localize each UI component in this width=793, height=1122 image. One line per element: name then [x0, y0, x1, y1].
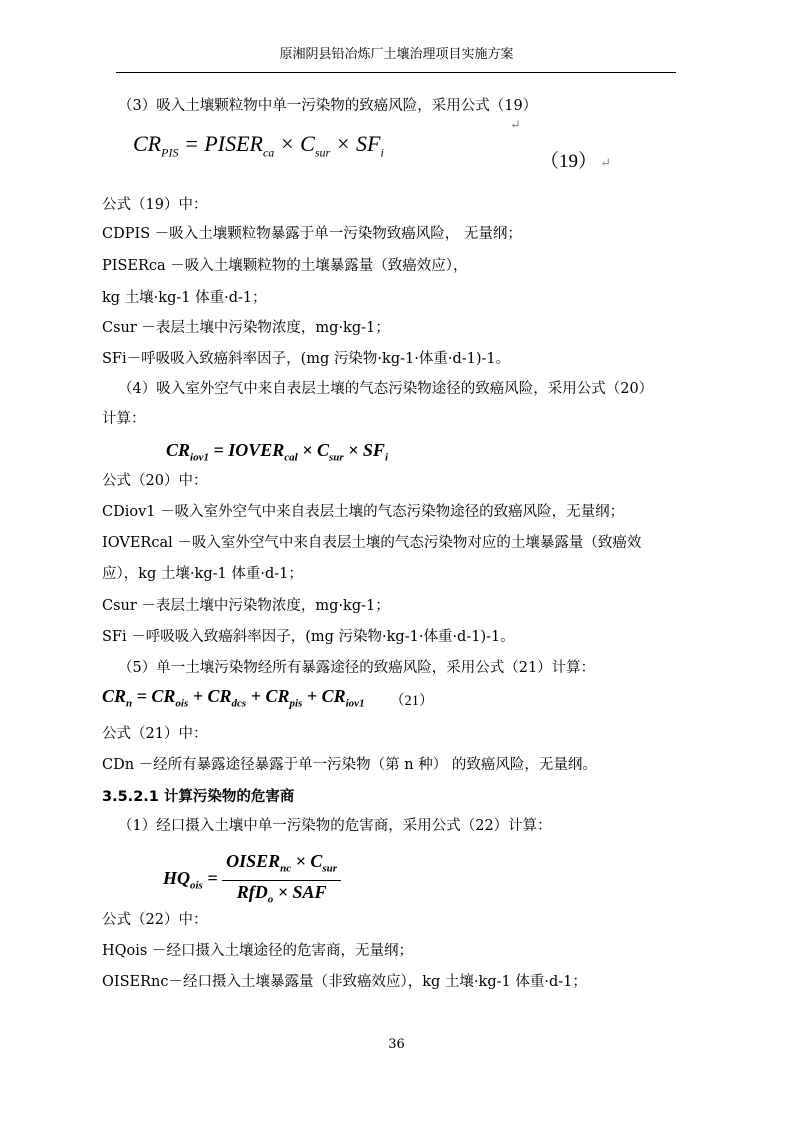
section-heading: 3.5.2.1 计算污染物的危害商: [102, 789, 295, 805]
eq-number-19: （19） ↵: [540, 151, 612, 172]
def-hqois: HQois －经口摄入土壤途径的危害商，无量纲；: [102, 943, 413, 959]
item1-intro: （1）经口摄入土壤中单一污染物的危害商，采用公式（22）计算：: [118, 818, 552, 834]
def-cdn: CDn －经所有暴露途径暴露于单一污染物（第 n 种） 的致癌风险，无量纲。: [102, 757, 597, 773]
def-iovercal-unit: 应），kg 土壤·kg-1 体重·d-1；: [102, 566, 303, 582]
formula-19: $CR_{PIS}$ = $PISER_{ca} \times C_{sur} \times SF_i$: [133, 131, 384, 160]
running-header: 原湘阴县铅冶炼厂土壤治理项目实施方案: [279, 47, 514, 62]
header-rule: [116, 72, 676, 73]
item4-intro: （4）吸入室外空气中来自表层土壤的气态污染物途径的致癌风险，采用公式（20）: [118, 381, 654, 397]
def-piserca-unit: kg 土壤·kg-1 体重·d-1；: [102, 290, 267, 306]
where-20: 公式（20）中：: [102, 473, 208, 489]
def-sfi: SFi－呼吸吸入致癌斜率因子，(mg 污染物·kg-1·体重·d-1)-1。: [102, 351, 511, 367]
item4-intro-cont: 计算：: [102, 411, 146, 427]
def-sfi-2: SFi －呼吸吸入致癌斜率因子，(mg 污染物·kg-1·体重·d-1)-1。: [102, 629, 515, 645]
def-csur-2: Csur －表层土壤中污染物浓度，mg·kg-1；: [102, 598, 390, 614]
def-iovercal: IOVERcal －吸入室外空气中来自表层土壤的气态污染物对应的土壤暴露量（致癌效: [102, 535, 642, 551]
where-19: 公式（19）中：: [102, 197, 208, 213]
paragraph-mark-icon: ↵: [510, 118, 521, 133]
def-csur: Csur －表层土壤中污染物浓度，mg·kg-1；: [102, 320, 390, 336]
formula-22: $HQ_{ois}$ = $\frac{OISER_{nc} \times C_{sur}}{RfD_o \times SAF}$: [163, 850, 341, 910]
item3-intro: （3）吸入土壤颗粒物中单一污染物的致癌风险，采用公式（19）: [118, 98, 538, 114]
page-number: 36: [388, 1037, 405, 1052]
def-cdiov1: CDiov1 －吸入室外空气中来自表层土壤的气态污染物途径的致癌风险，无量纲；: [102, 504, 625, 520]
where-21: 公式（21）中：: [102, 726, 208, 742]
formula-21: $CR_n = CR_{ois} + CR_{dcs} + CR_{pis} + CR_{iov1}$: [102, 686, 365, 710]
def-piserca: PISERca －吸入土壤颗粒物的土壤暴露量（致癌效应），: [102, 258, 468, 274]
eq-number-21: （21）: [390, 693, 434, 709]
def-oisernc: OISERnc－经口摄入土壤暴露量（非致癌效应），kg 土壤·kg-1 体重·d-1；: [102, 974, 587, 990]
where-22: 公式（22）中：: [102, 912, 208, 928]
def-cdpis: CDPIS －吸入土壤颗粒物暴露于单一污染物致癌风险， 无量纲；: [102, 226, 522, 242]
formula-20: $CR_{iov1}$ = $IOVER_{cal} \times C_{sur} \times SF_i$: [166, 440, 388, 464]
item5-intro: （5）单一土壤污染物经所有暴露途径的致癌风险，采用公式（21）计算：: [118, 660, 596, 676]
